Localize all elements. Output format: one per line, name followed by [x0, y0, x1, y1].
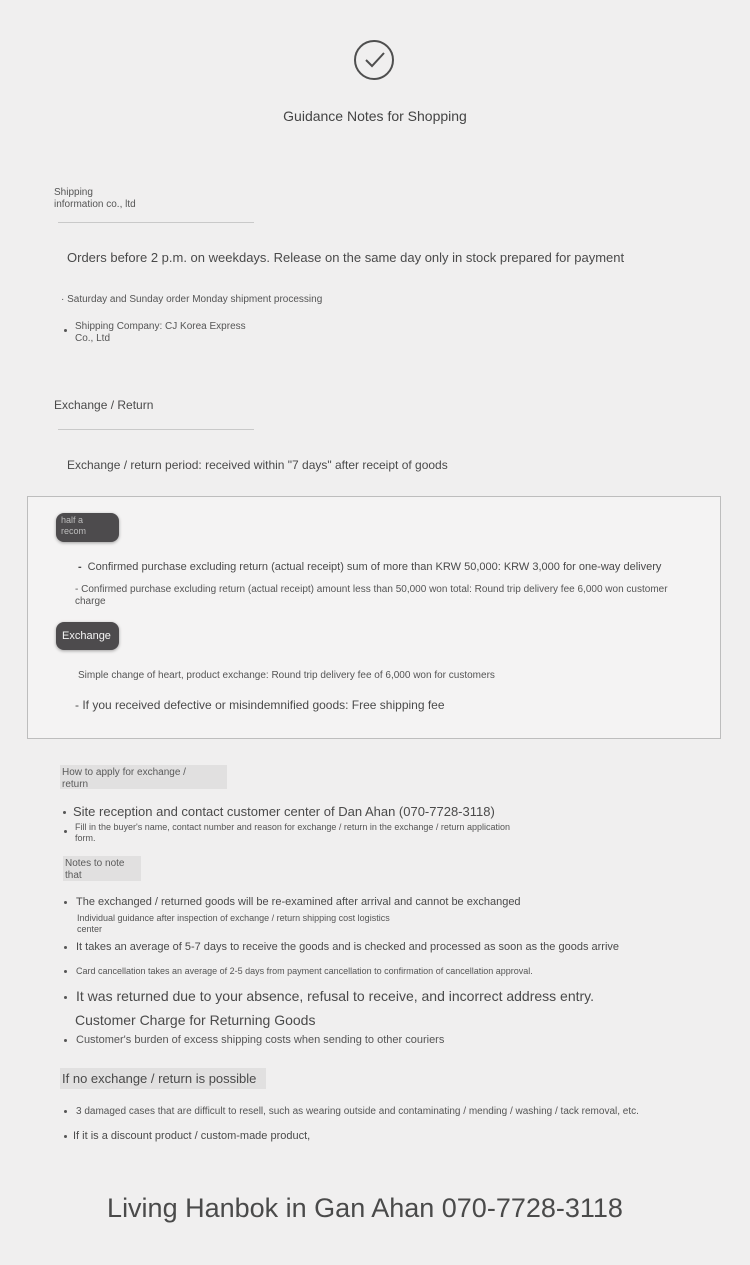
notes-item-5-cont: Customer Charge for Returning Goods: [75, 1012, 316, 1028]
notes-item-2: Individual guidance after inspection of exchange / return shipping cost logistics center: [77, 913, 390, 934]
release-note: Orders before 2 p.m. on weekdays. Release on the same day only in stock prepared for payment: [67, 250, 625, 265]
notes-item-5: It was returned due to your absence, refusal to receive, and incorrect address entry.: [64, 988, 594, 1004]
shipping-divider: [58, 222, 254, 223]
exchange-divider: [58, 429, 254, 430]
return-pill: half a recom: [56, 513, 119, 542]
no-exchange-item-1: 3 damaged cases that are difficult to resell, such as wearing outside and contaminating / mending / washing / tack removal, etc.: [64, 1106, 639, 1118]
return-rule-2: - Confirmed purchase excluding return (actual receipt) amount less than 50,000 won total: Round trip delivery fee 6,000 won customer charge: [75, 584, 668, 607]
weekend-note: · Saturday and Sunday order Monday shipment processing: [61, 294, 323, 305]
apply-tag: How to apply for exchange / return: [60, 765, 227, 789]
check-circle-icon: [354, 40, 394, 80]
notes-item-1: The exchanged / returned goods will be re-examined after arrival and cannot be exchanged: [64, 896, 521, 908]
exchange-rule-1: Simple change of heart, product exchange: Round trip delivery fee of 6,000 won for customers: [78, 670, 495, 681]
notes-tag: Notes to note that: [63, 856, 141, 881]
notes-item-6: Customer's burden of excess shipping costs when sending to other couriers: [64, 1034, 444, 1046]
no-exchange-tag: If no exchange / return is possible: [60, 1068, 266, 1089]
exchange-period: Exchange / return period: received within "7 days" after receipt of goods: [67, 458, 448, 472]
notes-item-4: Card cancellation takes an average of 2-5 days from payment cancellation to confirmation of cancellation approval.: [64, 965, 533, 977]
apply-item-2: Fill in the buyer's name, contact number and reason for exchange / return in the exchange / return application form.: [64, 822, 510, 844]
notes-item-3: It takes an average of 5-7 days to receive the goods and is checked and processed as soon as the goods arrive: [64, 941, 619, 953]
shipping-company: Shipping Company: CJ Korea Express Co., Ltd: [64, 321, 246, 345]
no-exchange-item-2: If it is a discount product / custom-made product,: [64, 1130, 310, 1142]
exchange-rule-2: - If you received defective or misindemnified goods: Free shipping fee: [75, 698, 445, 712]
shipping-heading: Shipping information co., ltd: [54, 187, 136, 210]
exchange-pill: Exchange: [56, 622, 119, 650]
footer-contact: Living Hanbok in Gan Ahan 070-7728-3118: [107, 1193, 623, 1223]
return-rule-1: - Confirmed purchase excluding return (actual receipt) sum of more than KRW 50,000: KRW 3,000 for one-way delivery: [78, 561, 662, 573]
page-title: Guidance Notes for Shopping: [283, 108, 467, 124]
apply-item-1: Site reception and contact customer center of Dan Ahan (070-7728-3118): [63, 804, 495, 819]
exchange-heading: Exchange / Return: [54, 398, 154, 412]
